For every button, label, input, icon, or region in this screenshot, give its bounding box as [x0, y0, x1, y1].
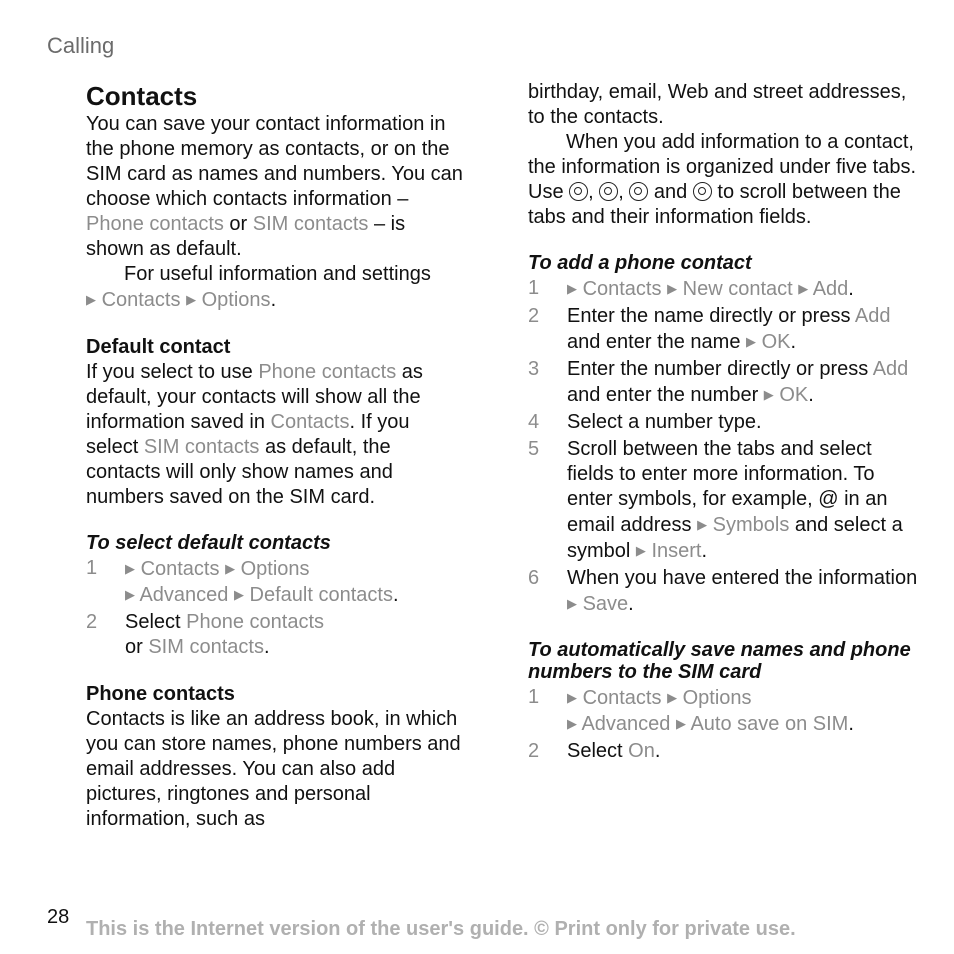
save-ref: Save	[582, 593, 629, 615]
step-item	[528, 437, 918, 564]
tabs-text-2: to scroll between the tabs and their information fields.	[528, 181, 901, 228]
add-contact-steps	[528, 276, 918, 617]
contacts-ref: Contacts	[270, 411, 350, 433]
sim-contacts-ref: SIM contacts	[252, 213, 369, 235]
phone-contacts-ref: Phone contacts	[258, 361, 397, 383]
step-text-b: and select a symbol	[567, 514, 903, 562]
step-text: ▶ Contacts ▶ Options ▶ Advanced ▶ Auto save on SIM.	[567, 687, 854, 735]
menu-path-contacts: Contacts	[582, 687, 662, 709]
auto-save-heading: To automatically save names and phone numbers to the SIM card	[528, 639, 911, 683]
right-triangle-icon: ▶	[86, 292, 96, 307]
intro-text-2: – is shown as default.	[86, 213, 406, 260]
step-text-b: and enter the number	[567, 384, 764, 406]
right-triangle-icon: ▶	[125, 561, 135, 576]
right-triangle-icon: ▶	[567, 690, 577, 705]
tabs-text-1: When you add information to a contact, the information is organized under five tabs. Use	[528, 131, 916, 203]
step-text-a: Enter the number directly or press	[567, 358, 873, 380]
insert-ref: Insert	[651, 540, 702, 562]
step-text-a: When you have entered the information	[567, 567, 918, 589]
phone-contacts-paragraph: Contacts is like an address book, in which you can store names, phone numbers and email addresses. You can also add pictures, ringtones and personal information, such as	[86, 708, 461, 830]
useful-info-path: ▶ Contacts ▶ Options.	[86, 289, 277, 311]
page-title: Contacts	[86, 81, 198, 111]
right-triangle-icon: ▶	[667, 690, 678, 705]
default-text-3: . If you select	[86, 411, 410, 458]
step-text: When you have entered the information ▶ Save.	[567, 567, 918, 615]
right-triangle-icon: ▶	[667, 281, 678, 296]
left-column	[86, 80, 464, 832]
menu-path-options: Options	[201, 289, 271, 311]
on-ref: On	[628, 740, 655, 762]
sim-contacts-ref: SIM contacts	[143, 436, 260, 458]
step-number: 2	[86, 611, 98, 633]
phone-contacts-ref: Phone contacts	[86, 213, 224, 235]
menu-path-default-contacts: Default contacts	[249, 584, 393, 606]
menu-path-advanced: Advanced	[139, 584, 229, 606]
tabs-and: and	[648, 181, 693, 203]
continued-paragraph: birthday, email, Web and street addresses, to the contacts.	[528, 81, 907, 128]
step-number: 6	[528, 567, 540, 589]
menu-path-add: Add	[812, 278, 849, 300]
page-number: 28	[47, 906, 70, 928]
menu-path-auto-save: Auto save on SIM	[690, 713, 849, 735]
menu-path-contacts: Contacts	[101, 289, 181, 311]
intro-text-1: You can save your contact information in the phone memory as contacts, or on the SIM card as names and numbers. You can choose which contacts information –	[86, 113, 463, 210]
menu-path-contacts: Contacts	[582, 278, 662, 300]
footer-note: This is the Internet version of the user's guide. © Print only for private use.	[86, 918, 796, 940]
step-text: Enter the number directly or press Add and enter the number ▶ OK.	[567, 358, 909, 406]
useful-text: For useful information and settings	[124, 263, 431, 285]
select-default-steps	[86, 556, 464, 660]
phone-contacts-heading: Phone contacts	[86, 683, 235, 705]
right-triangle-icon: ▶	[697, 517, 708, 532]
menu-path-advanced: Advanced	[581, 713, 671, 735]
right-triangle-icon: ▶	[233, 587, 244, 602]
step-or-text: or	[125, 636, 149, 658]
step-number: 2	[528, 740, 540, 762]
step-text: ▶ Contacts ▶ New contact ▶ Add.	[567, 278, 854, 300]
step-text: Select Phone contacts or SIM contacts.	[125, 611, 325, 658]
add-contact-heading: To add a phone contact	[528, 252, 752, 274]
phone-contacts-ref: Phone contacts	[186, 611, 325, 633]
right-triangle-icon: ▶	[186, 292, 197, 307]
add-ref: Add	[872, 358, 909, 380]
right-triangle-icon: ▶	[225, 561, 236, 576]
add-ref: Add	[854, 305, 891, 327]
step-text-a: Scroll between the tabs and select fields to enter more information. To enter symbols, for example, @ in an email address	[567, 438, 888, 536]
step-number: 1	[528, 277, 540, 299]
navigation-right-icon	[599, 182, 618, 201]
step-text: Select On.	[567, 740, 661, 762]
step-select-text: Select	[567, 740, 629, 762]
step-number: 1	[528, 686, 540, 708]
right-triangle-icon: ▶	[763, 387, 774, 402]
right-triangle-icon: ▶	[798, 281, 809, 296]
step-item	[528, 739, 918, 764]
right-triangle-icon: ▶	[125, 587, 135, 602]
step-text: ▶ Contacts ▶ Options ▶ Advanced ▶ Default contacts.	[125, 558, 399, 606]
tabs-paragraph: When you add information to a contact, the information is organized under five tabs. Use , , and to scroll between the tabs and their information fields.	[528, 131, 916, 228]
select-default-heading: To select default contacts	[86, 532, 331, 554]
step-item	[86, 556, 464, 608]
right-triangle-icon: ▶	[567, 596, 577, 611]
step-item	[528, 304, 918, 355]
step-item	[528, 410, 918, 435]
symbols-ref: Symbols	[712, 514, 790, 536]
step-number: 2	[528, 305, 540, 327]
menu-path-options: Options	[240, 558, 310, 580]
navigation-left-icon	[569, 182, 588, 201]
menu-path-new-contact: New contact	[682, 278, 793, 300]
menu-path-options: Options	[682, 687, 752, 709]
step-item	[528, 566, 918, 617]
ok-ref: OK	[779, 384, 809, 406]
section-label: Calling	[47, 33, 115, 58]
menu-path-contacts: Contacts	[140, 558, 220, 580]
step-text: Scroll between the tabs and select fields to enter more information. To enter symbols, for example, @ in an email address ▶ Symbols and select a symbol ▶ Insert.	[567, 438, 903, 562]
default-text-2: as default, your contacts will show all the information saved in	[86, 361, 423, 433]
right-triangle-icon: ▶	[635, 543, 646, 558]
auto-save-steps	[528, 685, 918, 764]
navigation-down-icon	[693, 182, 712, 201]
step-item	[86, 610, 464, 660]
step-number: 3	[528, 358, 540, 380]
navigation-up-icon	[629, 182, 648, 201]
sim-contacts-ref: SIM contacts	[148, 636, 264, 658]
default-text-1: If you select to use	[86, 361, 259, 383]
ok-ref: OK	[761, 331, 791, 353]
default-contact-paragraph	[86, 360, 464, 510]
step-number: 4	[528, 411, 540, 433]
step-item	[528, 276, 918, 302]
right-triangle-icon: ▶	[746, 334, 757, 349]
right-triangle-icon: ▶	[567, 281, 577, 296]
step-text-a: Enter the name directly or press	[567, 305, 855, 327]
step-item	[528, 357, 918, 408]
step-text: Select a number type.	[567, 411, 762, 433]
useful-info-paragraph	[86, 262, 464, 287]
step-select-text: Select	[125, 611, 187, 633]
step-text: Enter the name directly or press Add and enter the name ▶ OK.	[567, 305, 891, 353]
step-number: 5	[528, 438, 540, 460]
default-contact-heading: Default contact	[86, 336, 231, 358]
intro-or: or	[223, 213, 253, 235]
step-number: 1	[86, 557, 98, 579]
step-item	[528, 685, 918, 737]
right-triangle-icon: ▶	[567, 716, 577, 731]
right-column	[528, 80, 918, 764]
default-text-4: as default, the contacts will only show names and numbers saved on the SIM card.	[86, 436, 393, 508]
intro-paragraph	[86, 112, 464, 262]
step-text-b: and enter the name	[567, 331, 747, 353]
right-triangle-icon: ▶	[675, 716, 686, 731]
